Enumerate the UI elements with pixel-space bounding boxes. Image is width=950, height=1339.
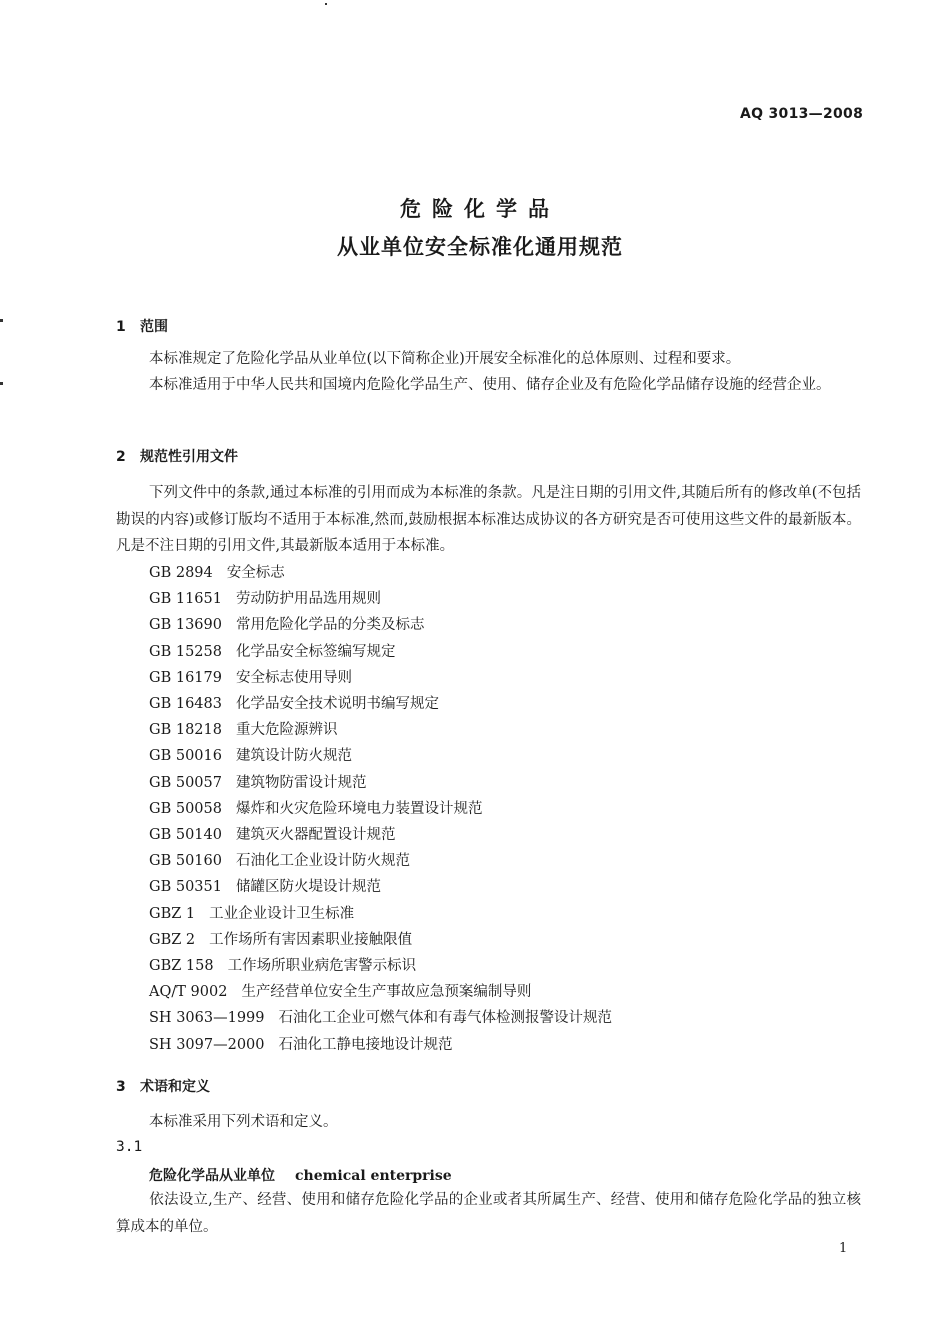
reference-code: GB 50058 [149, 800, 222, 817]
reference-item [149, 560, 612, 586]
reference-code: GB 13690 [149, 617, 222, 634]
reference-item [149, 612, 612, 638]
reference-item [149, 796, 612, 822]
reference-list [149, 560, 612, 1058]
scan-speck [325, 3, 327, 5]
term-definition: 依法设立,生产、经营、使用和储存危险化学品的企业或者其所属生产、经营、使用和储存危险化学品的独立核算成本的单位。 [116, 1192, 861, 1235]
reference-code: GB 50016 [149, 748, 222, 765]
reference-code: GB 11651 [149, 591, 222, 608]
subsection-number: 3.1 [116, 1139, 143, 1155]
reference-title: 常用危险化学品的分类及标志 [235, 617, 425, 634]
reference-title: 建筑物防雷设计规范 [235, 774, 367, 791]
reference-code: GB 2894 [149, 565, 213, 581]
section-number: 3 [116, 1079, 126, 1095]
reference-item [149, 770, 612, 796]
section-title: 术语和定义 [140, 1079, 210, 1095]
section-title: 规范性引用文件 [140, 449, 238, 465]
section-title: 范围 [140, 319, 168, 335]
section-3-heading [116, 1076, 210, 1096]
reference-item [149, 743, 612, 769]
scan-speck [0, 382, 3, 385]
term-heading [149, 1165, 452, 1185]
reference-title: 劳动防护用品选用规则 [235, 591, 381, 608]
section-2-heading [116, 446, 238, 466]
reference-code: GBZ 158 [149, 958, 214, 975]
page-number: 1 [839, 1241, 848, 1256]
reference-item [149, 953, 612, 979]
title-line-2: 从业单位安全标准化通用规范 [337, 235, 623, 259]
section-number: 1 [116, 319, 126, 335]
reference-item [149, 822, 612, 848]
reference-code: GB 50057 [149, 774, 222, 791]
reference-title: 石油化工静电接地设计规范 [278, 1036, 453, 1053]
reference-code: SH 3097—2000 [149, 1036, 265, 1053]
reference-item [149, 1032, 612, 1058]
document-code: AQ 3013—2008 [740, 106, 864, 122]
section-2-paragraph: 下列文件中的条款,通过本标准的引用而成为本标准的条款。凡是注日期的引用文件,其随后所有的修改单(不包括勘误的内容)或修订版均不适用于本标准,然而,鼓励根据本标准达成协议的各方研究是否可使用这些文件的最新版本。凡是不注日期的引用文件,其最新版本适用于本标准。 [116, 485, 861, 554]
reference-title: 重大危险源辨识 [235, 722, 338, 739]
reference-item [149, 1005, 612, 1031]
reference-title: 安全标志使用导则 [235, 669, 352, 686]
reference-item [149, 848, 612, 874]
reference-code: GB 16483 [149, 696, 222, 713]
reference-title: 爆炸和火灾危险环境电力装置设计规范 [235, 800, 483, 817]
reference-title: 化学品安全标签编写规定 [235, 643, 396, 660]
reference-title: 建筑灭火器配置设计规范 [235, 827, 396, 844]
section-1-heading [116, 316, 168, 336]
scan-speck [0, 319, 3, 322]
reference-item [149, 586, 612, 612]
reference-code: GB 15258 [149, 643, 222, 660]
reference-title: 安全标志 [226, 565, 285, 581]
term-chinese: 危险化学品从业单位 [149, 1168, 275, 1184]
reference-title: 储罐区防火堤设计规范 [235, 879, 381, 896]
reference-code: AQ/T 9002 [149, 984, 228, 1001]
reference-item [149, 717, 612, 743]
reference-title: 建筑设计防火规范 [235, 748, 352, 765]
reference-title: 石油化工企业可燃气体和有毒气体检测报警设计规范 [278, 1010, 612, 1027]
reference-code: GBZ 2 [149, 931, 196, 948]
reference-code: GBZ 1 [149, 905, 196, 922]
reference-item [149, 874, 612, 900]
reference-code: GB 16179 [149, 669, 222, 686]
reference-title: 工作场所有害因素职业接触限值 [209, 931, 413, 948]
reference-code: GB 50160 [149, 853, 222, 870]
term-english: chemical enterprise [295, 1168, 452, 1184]
reference-title: 化学品安全技术说明书编写规定 [235, 696, 439, 713]
section-number: 2 [116, 449, 126, 465]
reference-code: GB 50351 [149, 879, 222, 896]
reference-item [149, 639, 612, 665]
section-3-intro: 本标准采用下列术语和定义。 [149, 1114, 338, 1130]
reference-code: GB 50140 [149, 827, 222, 844]
reference-item [149, 665, 612, 691]
reference-title: 石油化工企业设计防火规范 [235, 853, 410, 870]
reference-code: SH 3063—1999 [149, 1010, 265, 1027]
title-line-1: 危险化学品 [400, 197, 560, 221]
reference-code: GB 18218 [149, 722, 222, 739]
reference-item [149, 927, 612, 953]
reference-title: 工业企业设计卫生标准 [209, 905, 355, 922]
reference-title: 工作场所职业病危害警示标识 [227, 958, 417, 975]
section-1-paragraph-2: 本标准适用于中华人民共和国境内危险化学品生产、使用、储存企业及有危险化学品储存设施的经营企业。 [149, 377, 831, 393]
reference-item [149, 691, 612, 717]
reference-item [149, 979, 612, 1005]
reference-item [149, 901, 612, 927]
section-1-paragraph-1: 本标准规定了危险化学品从业单位(以下简称企业)开展安全标准化的总体原则、过程和要求。 [149, 351, 741, 367]
reference-title: 生产经营单位安全生产事故应急预案编制导则 [241, 984, 532, 1001]
